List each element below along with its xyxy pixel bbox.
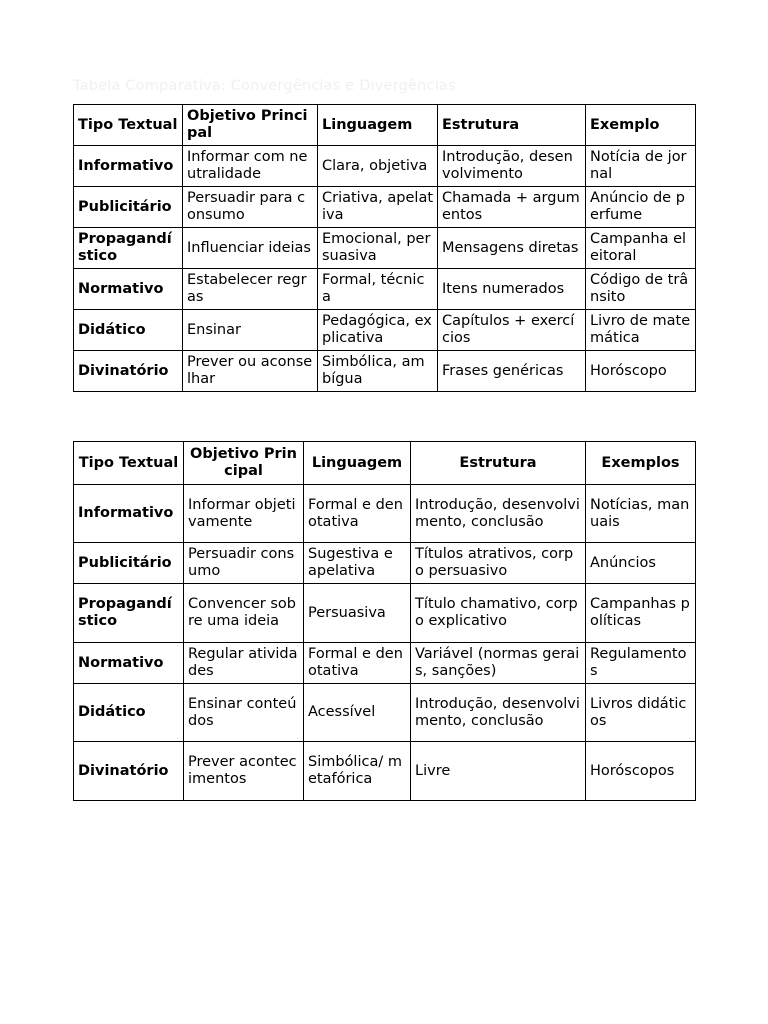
table-row	[74, 742, 696, 801]
row-label: Publicitário	[74, 187, 183, 228]
row-label: Divinatório	[74, 742, 184, 801]
row-label: Didático	[74, 310, 183, 351]
row-label: Informativo	[74, 146, 183, 187]
comparison-table-1	[73, 104, 696, 392]
table-header-row	[74, 105, 696, 146]
table-cell: Informar com neutralidade	[183, 146, 318, 187]
table-cell: Introdução, desenvolvimento	[438, 146, 586, 187]
table-row	[74, 269, 696, 310]
table-cell: Pedagógica, explicativa	[318, 310, 438, 351]
table-cell: Formal e denotativa	[304, 485, 411, 543]
table-cell: Itens numerados	[438, 269, 586, 310]
table-cell: Formal e denotativa	[304, 643, 411, 684]
header-cell: Estrutura	[438, 105, 586, 146]
row-label: Normativo	[74, 269, 183, 310]
header-cell: Estrutura	[411, 442, 586, 485]
row-label: Didático	[74, 684, 184, 742]
table-cell: Campanha eleitoral	[586, 228, 696, 269]
table-cell: Chamada + argumentos	[438, 187, 586, 228]
table-cell: Capítulos + exercícios	[438, 310, 586, 351]
table-cell: Mensagens diretas	[438, 228, 586, 269]
table-cell: Persuasiva	[304, 584, 411, 643]
table-cell: Título chamativo, corpo explicativo	[411, 584, 586, 643]
header-cell: Objetivo Principal	[184, 442, 304, 485]
row-label: Propagandístico	[74, 228, 183, 269]
table-cell: Prever acontecimentos	[184, 742, 304, 801]
table-cell: Anúncios	[586, 543, 696, 584]
row-label: Publicitário	[74, 543, 184, 584]
table-row	[74, 146, 696, 187]
table-cell: Sugestiva e apelativa	[304, 543, 411, 584]
table-cell: Criativa, apelativa	[318, 187, 438, 228]
table-cell: Horóscopos	[586, 742, 696, 801]
table-row	[74, 684, 696, 742]
table-cell: Acessível	[304, 684, 411, 742]
header-cell: Exemplo	[586, 105, 696, 146]
header-cell: Tipo Textual	[74, 442, 184, 485]
table-cell: Regular atividades	[184, 643, 304, 684]
table-cell: Títulos atrativos, corpo persuasivo	[411, 543, 586, 584]
table-row	[74, 351, 696, 392]
table-row	[74, 187, 696, 228]
header-cell: Exemplos	[586, 442, 696, 485]
table-cell: Influenciar ideias	[183, 228, 318, 269]
row-label: Divinatório	[74, 351, 183, 392]
table-row	[74, 310, 696, 351]
table-cell: Anúncio de perfume	[586, 187, 696, 228]
table-cell: Introdução, desenvolvimento, conclusão	[411, 485, 586, 543]
table-cell: Notícia de jornal	[586, 146, 696, 187]
table-cell: Regulamentos	[586, 643, 696, 684]
table-row	[74, 643, 696, 684]
row-label: Propagandístico	[74, 584, 184, 643]
row-label: Normativo	[74, 643, 184, 684]
table-cell: Código de trânsito	[586, 269, 696, 310]
table-cell: Introdução, desenvolvimento, conclusão	[411, 684, 586, 742]
table-cell: Variável (normas gerais, sanções)	[411, 643, 586, 684]
table-cell: Campanhas políticas	[586, 584, 696, 643]
table-header-row	[74, 442, 696, 485]
table-cell: Notícias, manuais	[586, 485, 696, 543]
table-cell: Simbólica/ metafórica	[304, 742, 411, 801]
table-cell: Frases genéricas	[438, 351, 586, 392]
header-cell: Linguagem	[318, 105, 438, 146]
table-cell: Prever ou aconselhar	[183, 351, 318, 392]
table-cell: Ensinar conteúdos	[184, 684, 304, 742]
table-row	[74, 584, 696, 643]
table-cell: Livros didáticos	[586, 684, 696, 742]
table-cell: Formal, técnica	[318, 269, 438, 310]
header-cell: Tipo Textual	[74, 105, 183, 146]
header-cell: Linguagem	[304, 442, 411, 485]
table-cell: Clara, objetiva	[318, 146, 438, 187]
table-cell: Ensinar	[183, 310, 318, 351]
table-cell: Simbólica, ambígua	[318, 351, 438, 392]
table-cell: Persuadir para consumo	[183, 187, 318, 228]
table-cell: Horóscopo	[586, 351, 696, 392]
faded-heading: Tabela Comparativa: Convergências e Divergências	[73, 78, 456, 94]
header-cell: Objetivo Principal	[183, 105, 318, 146]
row-label: Informativo	[74, 485, 184, 543]
table-cell: Livre	[411, 742, 586, 801]
table-cell: Persuadir consumo	[184, 543, 304, 584]
table-cell: Emocional, persuasiva	[318, 228, 438, 269]
table-cell: Convencer sobre uma ideia	[184, 584, 304, 643]
table-cell: Estabelecer regras	[183, 269, 318, 310]
table-cell: Livro de matemática	[586, 310, 696, 351]
table-row	[74, 543, 696, 584]
table-row	[74, 228, 696, 269]
table-row	[74, 485, 696, 543]
table-cell: Informar objetivamente	[184, 485, 304, 543]
comparison-table-2	[73, 441, 696, 801]
